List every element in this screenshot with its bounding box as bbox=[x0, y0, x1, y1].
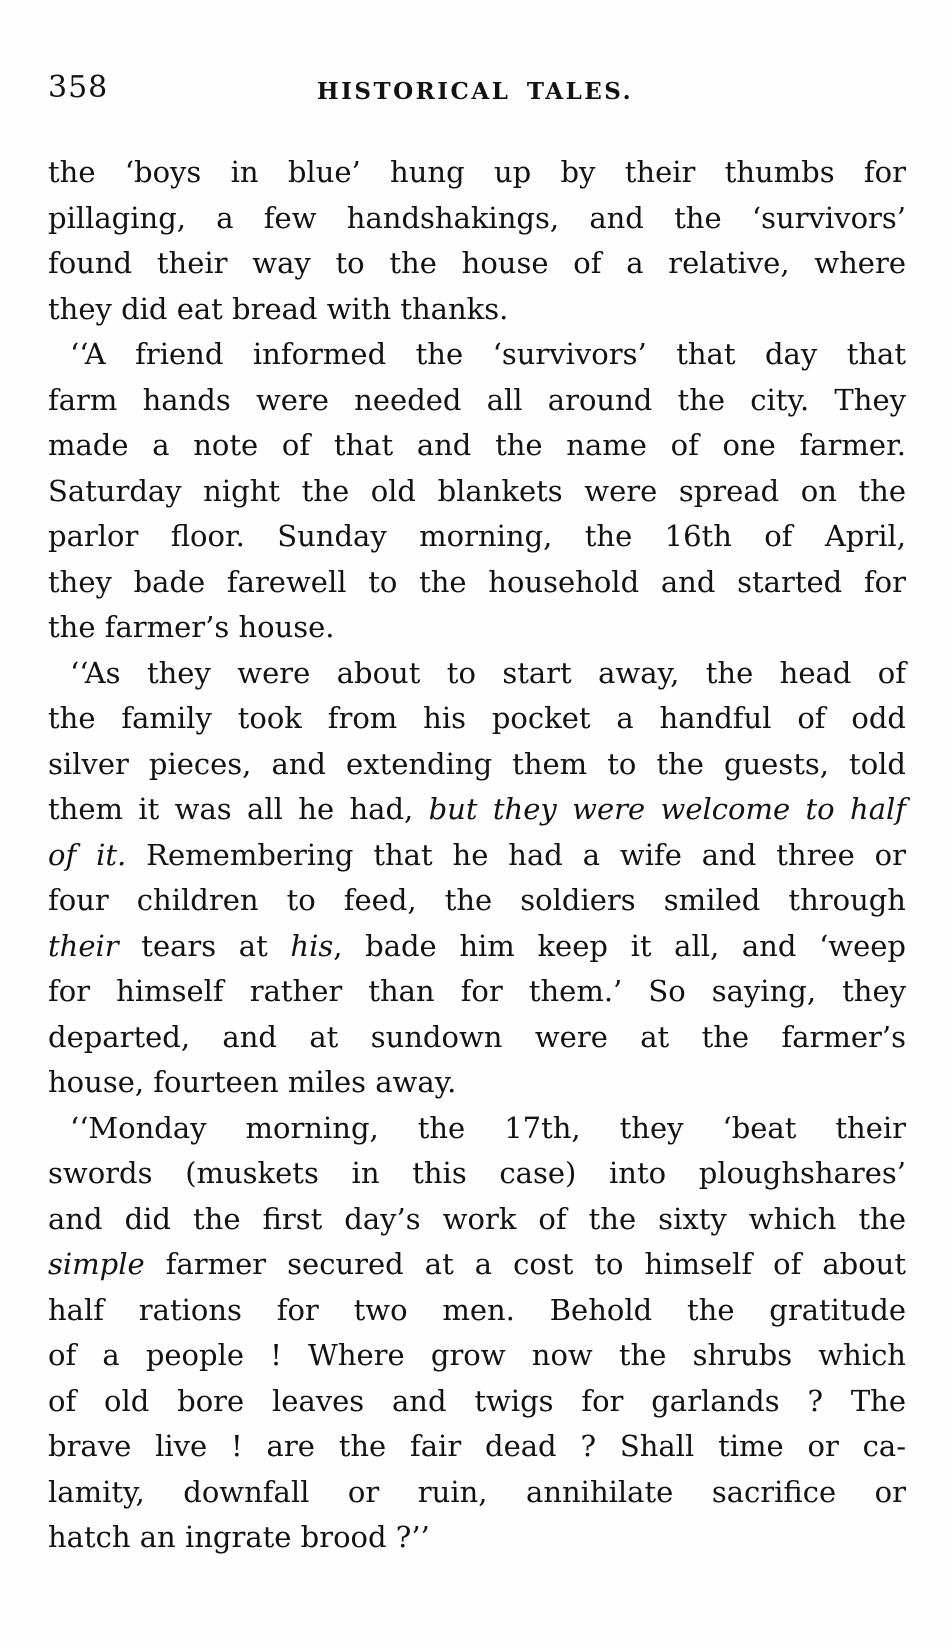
text-line: they bade farewell to the household and started for bbox=[48, 564, 906, 599]
text-line: simple farmer secured at a cost to himself of about bbox=[48, 1247, 906, 1281]
italic-text: their bbox=[48, 928, 119, 963]
text-line: departed, and at sundown were at the farmer’s bbox=[48, 1019, 906, 1054]
text-line: pillaging, a few handshakings, and the ‘survivors’ bbox=[48, 200, 906, 235]
text-line: their tears at his, bade him keep it all, and ‘weep bbox=[48, 928, 906, 963]
text-line: of old bore leaves and twigs for garlands ? The bbox=[48, 1383, 906, 1418]
text-line: of a people ! Where grow now the shrubs which bbox=[48, 1338, 906, 1372]
text-line: Saturday night the old blankets were spread on the bbox=[48, 473, 906, 508]
text-line: house, fourteen miles away. bbox=[48, 1065, 457, 1099]
text-line: the ‘boys in blue’ hung up by their thumbs for bbox=[48, 155, 906, 189]
text-line: the farmer’s house. bbox=[48, 610, 335, 644]
text-line: they did eat bread with thanks. bbox=[48, 291, 509, 326]
text-line: ‘‘Monday morning, the 17th, they ‘beat their bbox=[70, 1110, 906, 1145]
text-line: the family took from his pocket a handful of odd bbox=[48, 701, 906, 735]
running-title: HISTORICAL TALES. bbox=[316, 78, 634, 105]
page-body bbox=[48, 150, 906, 1561]
text-line: ‘‘As they were about to start away, the head of bbox=[70, 655, 906, 690]
paragraph bbox=[48, 651, 906, 1106]
italic-text: but they were welcome to half bbox=[428, 792, 906, 826]
text-line: made a note of that and the name of one farmer. bbox=[48, 428, 906, 462]
text-line: silver pieces, and extending them to the guests, told bbox=[48, 746, 906, 781]
text-line: ‘‘A friend informed the ‘survivors’ that day that bbox=[70, 337, 906, 371]
paragraph bbox=[48, 150, 906, 332]
text-line: swords (muskets in this case) into ploughshares’ bbox=[48, 1156, 906, 1190]
italic-text: his bbox=[290, 928, 334, 963]
text-line: and did the first day’s work of the sixty which the bbox=[48, 1201, 906, 1236]
italic-text: of it. bbox=[48, 837, 127, 872]
text-line: hatch an ingrate brood ?’’ bbox=[48, 1520, 430, 1554]
text-line: four children to feed, the soldiers smiled through bbox=[48, 883, 906, 917]
text-line: found their way to the house of a relative, where bbox=[48, 246, 906, 280]
text-line: lamity, downfall or ruin, annihilate sacrifice or bbox=[48, 1474, 906, 1509]
text-line: of it. Remembering that he had a wife and three or bbox=[48, 837, 906, 872]
paragraph bbox=[48, 332, 906, 651]
text-line: half rations for two men. Behold the gratitude bbox=[48, 1292, 906, 1327]
page-number: 358 bbox=[48, 70, 109, 105]
text-line: for himself rather than for them.’ So saying, they bbox=[48, 974, 906, 1008]
text-line: farm hands were needed all around the city. They bbox=[48, 382, 906, 417]
text-line: brave live ! are the fair dead ? Shall time or ca- bbox=[48, 1429, 906, 1463]
italic-text: simple bbox=[48, 1247, 145, 1281]
text-line: them it was all he had, but they were welcome to half bbox=[48, 792, 906, 826]
text-line: parlor floor. Sunday morning, the 16th of April, bbox=[48, 519, 906, 553]
paragraph bbox=[48, 1106, 906, 1561]
